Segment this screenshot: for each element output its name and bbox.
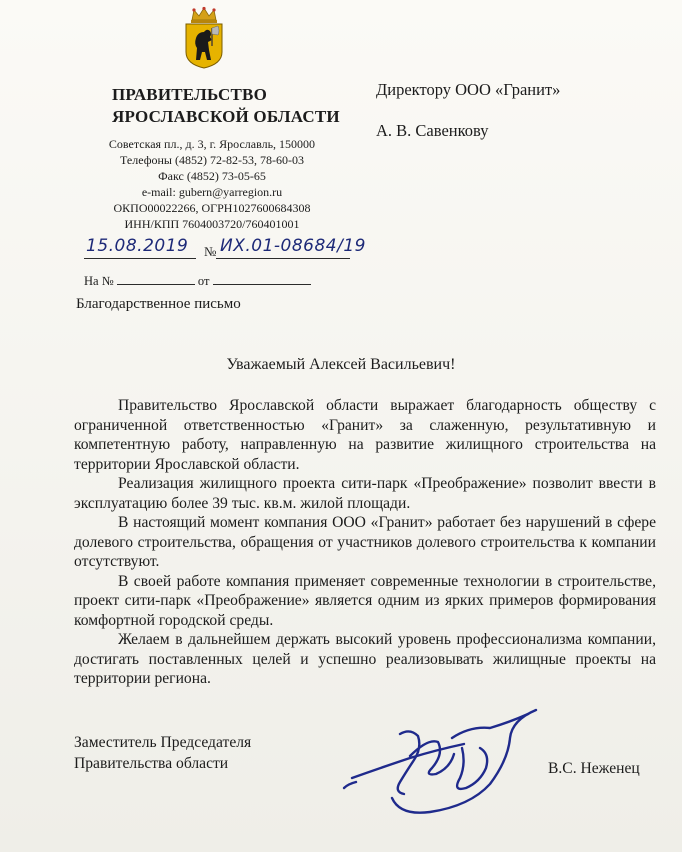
sender-email: e-mail: gubern@yarregion.ru — [141, 185, 283, 199]
signatory-title-line1: Заместитель Председателя — [74, 734, 252, 751]
yaroslavl-bear-emblem-icon — [182, 6, 226, 70]
recipient-name: А. В. Савенкову — [376, 121, 489, 140]
body-paragraph: Желаем в дальнейшем держать высокий уровень профессионализма компании, достигать поставленных целей и успешно реализовывать жилищные проекты на территории региона. — [74, 631, 656, 687]
registration-number-label: № — [204, 244, 217, 259]
recipient-position: Директору ООО «Гранит» — [376, 80, 561, 99]
body-paragraph: Правительство Ярославской области выражает благодарность обществу с ограниченной ответственностью «Гранит» за слаженную, результативную и компетентную работу, направленную на развитие жилищного строительства на территории Ярославской области. — [74, 397, 656, 473]
registration-date: 15.08.2019 — [86, 236, 189, 256]
signatory-title-line2: Правительства области — [74, 755, 229, 772]
body-paragraph: В настоящий момент компания ООО «Гранит» работает без нарушений в сфере долевого строительства, обращения от участников долевого строительства к компании отсутствуют. — [74, 514, 656, 570]
sender-address: Советская пл., д. 3, г. Ярославль, 150000 — [108, 137, 316, 151]
sender-org-line2: ЯРОСЛАВСКОЙ ОБЛАСТИ — [112, 107, 340, 126]
body-paragraph: Реализация жилищного проекта сити-парк «Преображение» позволит ввести в эксплуатацию более 39 тыс. кв.м. жилой площади. — [74, 475, 656, 512]
reference-na-label: На № — [84, 274, 114, 288]
registration-line — [84, 236, 364, 266]
sender-inn: ИНН/КПП 7604003720/760401001 — [124, 217, 300, 231]
sender-org-name — [112, 84, 352, 128]
sender-fax: Факс (4852) 73-05-65 — [158, 169, 266, 183]
body-paragraph: В своей работе компания применяет современные технологии в строительстве, проект сити-парк «Преображение» является одним из ярких примеров формирования комфортной городской среды. — [74, 572, 656, 629]
reference-ot-label: от — [197, 274, 210, 288]
sender-phones: Телефоны (4852) 72-82-53, 78-60-03 — [120, 153, 304, 167]
signatory-title — [74, 732, 251, 774]
handwritten-signature-icon — [340, 698, 550, 824]
sender-org-line1: ПРАВИТЕЛЬСТВО — [112, 85, 267, 104]
letter-body — [74, 396, 656, 689]
sender-okpo: ОКПО00022266, ОГРН1027600684308 — [113, 201, 311, 215]
salutation: Уважаемый Алексей Васильевич! — [226, 356, 456, 373]
registration-number: ИХ.01-08684/19 — [220, 236, 366, 256]
signatory-name: В.С. Неженец — [548, 760, 640, 777]
document-type: Благодарственное письмо — [76, 296, 241, 312]
sender-details — [84, 136, 340, 232]
reference-line — [84, 274, 311, 289]
